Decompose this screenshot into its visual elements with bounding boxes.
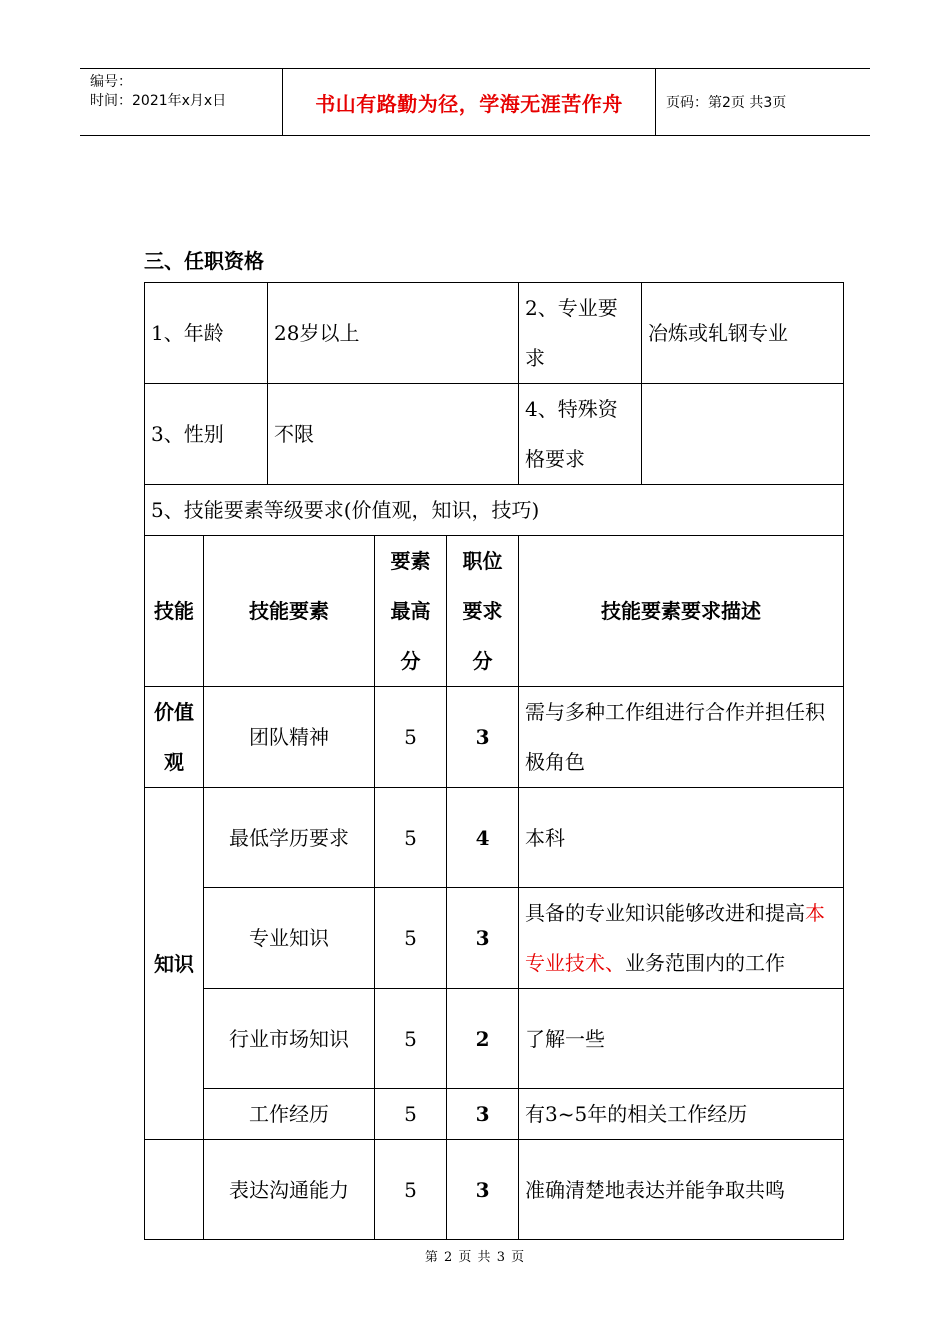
table-row: [145, 1140, 844, 1240]
special-value: [642, 384, 844, 485]
header-date: 时间：2021年x月x日: [90, 93, 227, 109]
row-skills-header: [145, 536, 844, 687]
qualification-table: [144, 282, 844, 1240]
max-cell: 5: [375, 1089, 447, 1140]
required-cell: 3: [447, 888, 519, 989]
table-row: [145, 989, 844, 1089]
element-cell: 专业知识: [204, 888, 375, 989]
header-meta: [80, 69, 282, 135]
required-cell: 4: [447, 788, 519, 888]
page-footer: 第 2 页 共 3 页: [424, 1250, 526, 1265]
header-required: 职位要求分: [447, 536, 519, 687]
element-cell: 行业市场知识: [204, 989, 375, 1089]
age-value: 28岁以上: [268, 283, 519, 384]
group-values: 价值观: [145, 687, 204, 788]
max-cell: 5: [375, 989, 447, 1089]
desc-cell: 有3~5年的相关工作经历: [519, 1089, 844, 1140]
page-header: [80, 68, 870, 136]
max-cell: 5: [375, 1140, 447, 1240]
major-value: 冶炼或轧钢专业: [642, 283, 844, 384]
required-cell: 3: [447, 1089, 519, 1140]
major-label: 2、专业要求: [519, 283, 642, 384]
header-max: 要素最高分: [375, 536, 447, 687]
special-label: 4、特殊资格要求: [519, 384, 642, 485]
required-cell: 3: [447, 1140, 519, 1240]
table-row: [145, 788, 844, 888]
header-skill: 技能: [145, 536, 204, 687]
element-cell: 表达沟通能力: [204, 1140, 375, 1240]
row-age-major: [145, 283, 844, 384]
row-skills-title: [145, 485, 844, 536]
desc-cell: 需与多种工作组进行合作并担任积极角色: [519, 687, 844, 788]
section-title: 三、任职资格: [144, 249, 264, 273]
header-number: 编号：: [90, 74, 132, 90]
desc-cell: 准确清楚地表达并能争取共鸣: [519, 1140, 844, 1240]
element-cell: 工作经历: [204, 1089, 375, 1140]
gender-label: 3、性别: [145, 384, 268, 485]
group-knowledge: 知识: [145, 788, 204, 1140]
gender-value: 不限: [268, 384, 519, 485]
desc-cell: 了解一些: [519, 989, 844, 1089]
table-row: [145, 687, 844, 788]
desc-highlight: 本专业技术、: [525, 901, 826, 975]
age-label: 1、年龄: [145, 283, 268, 384]
header-description: 技能要素要求描述: [519, 536, 844, 687]
max-cell: 5: [375, 888, 447, 989]
desc-cell: [519, 888, 844, 989]
max-cell: 5: [375, 687, 447, 788]
max-cell: 5: [375, 788, 447, 888]
row-gender-special: [145, 384, 844, 485]
desc-text: 业务范围内的工作: [625, 951, 786, 975]
group-skill: [145, 1140, 204, 1240]
header-element: 技能要素: [204, 536, 375, 687]
table-row: [145, 888, 844, 989]
skills-title: 5、技能要素等级要求(价值观，知识，技巧): [145, 485, 844, 536]
header-motto: 书山有路勤为径，学海无涯苦作舟: [282, 69, 656, 135]
element-cell: 团队精神: [204, 687, 375, 788]
table-row: [145, 1089, 844, 1140]
desc-cell: 本科: [519, 788, 844, 888]
header-page-info: 页码：第2页 共3页: [666, 95, 787, 111]
required-cell: 2: [447, 989, 519, 1089]
desc-text: 具备的专业知识能够改进和提高: [525, 901, 806, 925]
required-cell: 3: [447, 687, 519, 788]
element-cell: 最低学历要求: [204, 788, 375, 888]
